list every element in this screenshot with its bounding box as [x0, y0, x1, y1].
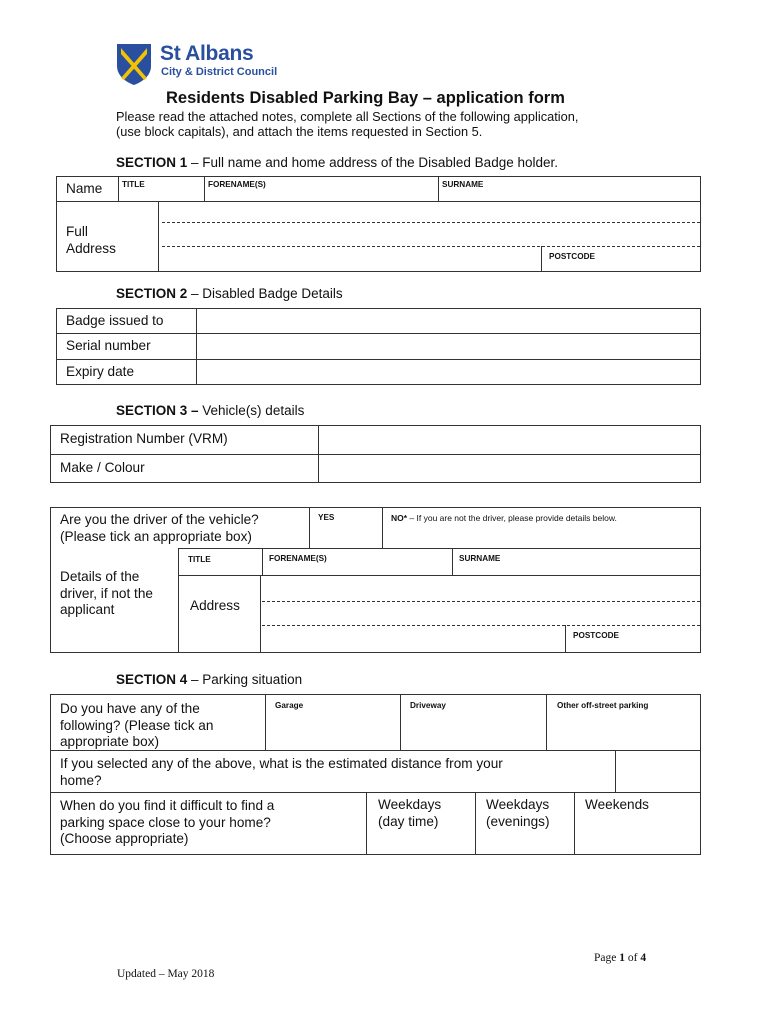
full-address-label: Full Address: [66, 224, 116, 256]
intro-text: Please read the attached notes, complete all Sections of the following application, (use block capitals), and attach the items requested in Section 5.: [116, 109, 579, 139]
postcode-label: POSTCODE: [549, 252, 595, 261]
weekdays-daytime-option[interactable]: Weekdays (day time): [378, 797, 442, 829]
serial-number-field[interactable]: [198, 335, 698, 357]
section4-heading: SECTION 4 – Parking situation: [116, 672, 303, 687]
section1-heading: SECTION 1 – Full name and home address of the Disabled Badge holder.: [116, 155, 559, 170]
name-label: Name: [66, 181, 103, 196]
updated-date: Updated – May 2018: [117, 968, 215, 980]
driver-address-line-2[interactable]: [262, 625, 700, 626]
form-title: Residents Disabled Parking Bay – application form: [166, 89, 565, 107]
expiry-date-label: Expiry date: [66, 364, 135, 379]
address-line-1[interactable]: [162, 222, 700, 223]
badge-issued-label: Badge issued to: [66, 313, 164, 328]
driver-question: Are you the driver of the vehicle? (Please tick an appropriate box): [60, 512, 259, 544]
parking-question: Do you have any of the following? (Please tick an appropriate box): [60, 701, 214, 749]
distance-field[interactable]: [617, 752, 699, 790]
make-colour-label: Make / Colour: [60, 460, 145, 475]
address-line-2[interactable]: [162, 246, 700, 247]
driver-yes-box[interactable]: YES: [318, 513, 335, 522]
section3-heading: SECTION 3 – Vehicle(s) details: [116, 403, 305, 418]
title-field[interactable]: TITLE: [122, 180, 145, 189]
surname-field[interactable]: SURNAME: [442, 180, 484, 189]
driver-address-label: Address: [190, 598, 240, 613]
offstreet-parking-box[interactable]: Other off-street parking: [557, 701, 649, 710]
driveway-box[interactable]: Driveway: [410, 701, 446, 710]
section2-heading: SECTION 2 – Disabled Badge Details: [116, 286, 343, 301]
badge-issued-field[interactable]: [198, 310, 698, 332]
forenames-field[interactable]: FORENAME(S): [208, 180, 266, 189]
driver-forenames-field[interactable]: FORENAME(S): [269, 554, 327, 563]
driver-no-box[interactable]: NO* – If you are not the driver, please provide details below.: [391, 513, 617, 523]
driver-postcode-label: POSTCODE: [573, 631, 619, 640]
weekends-option[interactable]: Weekends: [585, 797, 649, 812]
registration-label: Registration Number (VRM): [60, 431, 228, 446]
driver-title-field[interactable]: TITLE: [188, 555, 211, 564]
driver-surname-field[interactable]: SURNAME: [459, 554, 501, 563]
weekdays-evenings-option[interactable]: Weekdays (evenings): [486, 797, 550, 829]
difficulty-question: When do you find it difficult to find a parking space close to your home? (Choose appropriate): [60, 798, 275, 846]
distance-question: If you selected any of the above, what is the estimated distance from your home?: [60, 756, 503, 788]
make-colour-field[interactable]: [320, 456, 698, 481]
council-shield-logo: [115, 42, 153, 86]
driver-details-label: Details of the driver, if not the applicant: [60, 569, 153, 617]
page-number: Page 1 of 4: [594, 952, 647, 964]
serial-number-label: Serial number: [66, 338, 151, 353]
council-name: St Albans: [160, 42, 254, 65]
registration-field[interactable]: [320, 427, 698, 452]
garage-box[interactable]: Garage: [275, 701, 304, 710]
council-subname: City & District Council: [161, 66, 278, 78]
driver-address-line-1[interactable]: [262, 601, 700, 602]
expiry-date-field[interactable]: [198, 361, 698, 383]
